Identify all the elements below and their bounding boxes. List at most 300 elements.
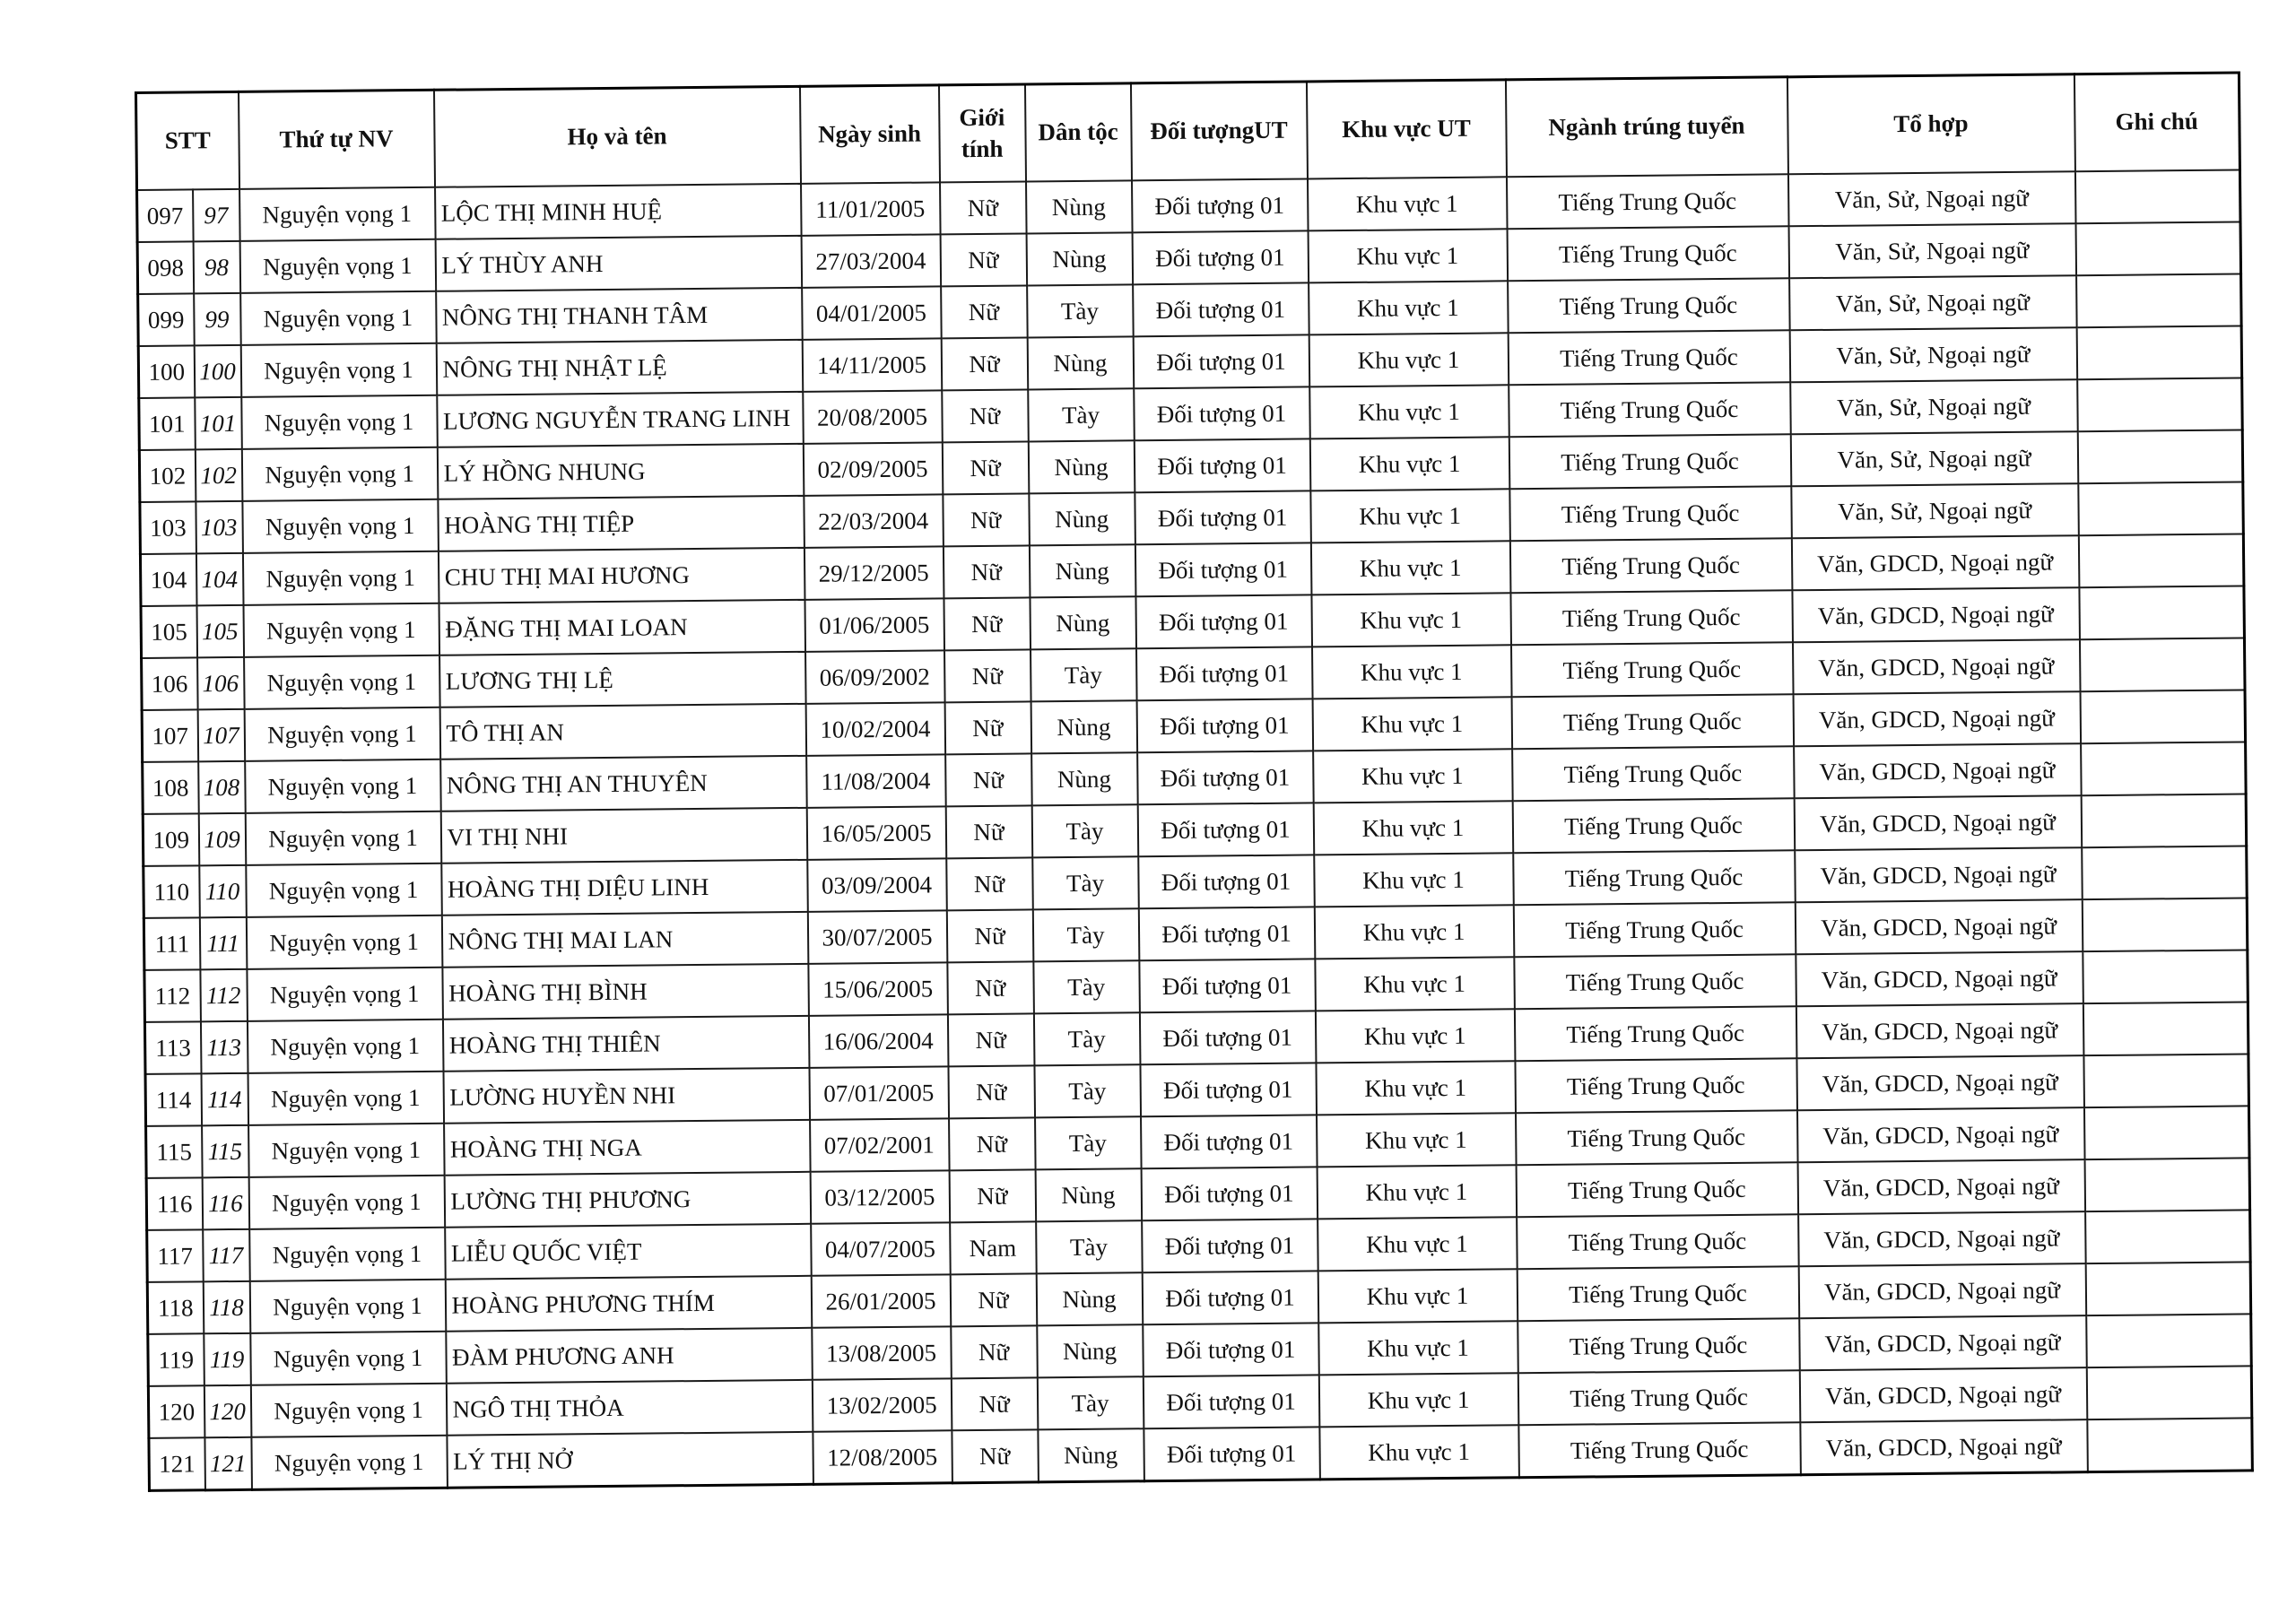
cell-doi-tuong-ut: Đối tượng 01 (1132, 230, 1309, 284)
cell-nganh-trung-tuyen: Tiếng Trung Quốc (1517, 1214, 1799, 1269)
cell-stt: 121 (149, 1437, 205, 1490)
cell-stt: 099 (138, 293, 195, 346)
cell-khu-vuc-ut: Khu vực 1 (1309, 437, 1509, 490)
cell-stt-sub: 120 (204, 1385, 251, 1437)
cell-stt: 098 (137, 241, 194, 294)
cell-ho-va-ten: LÝ HỒNG NHUNG (437, 444, 804, 499)
cell-ngay-sinh: 02/09/2005 (803, 442, 943, 495)
cell-thu-tu-nv: Nguyện vọng 1 (247, 968, 443, 1021)
cell-ho-va-ten: LƯỜNG THỊ PHƯƠNG (444, 1172, 811, 1228)
header-ghi-chu: Ghi chú (2074, 73, 2239, 171)
cell-khu-vuc-ut: Khu vực 1 (1317, 1165, 1517, 1219)
cell-to-hop: Văn, Sử, Ngoại ngữ (1791, 483, 2079, 538)
cell-khu-vuc-ut: Khu vực 1 (1309, 385, 1509, 438)
cell-ghi-chu (2080, 690, 2246, 743)
cell-ghi-chu (2076, 325, 2242, 379)
cell-dan-toc: Nùng (1027, 336, 1134, 389)
cell-dan-toc: Nùng (1035, 1168, 1142, 1221)
cell-thu-tu-nv: Nguyện vọng 1 (242, 499, 439, 553)
cell-ghi-chu (2081, 742, 2247, 795)
cell-dan-toc: Nùng (1036, 1272, 1143, 1325)
cell-stt-sub: 106 (197, 657, 245, 709)
cell-khu-vuc-ut: Khu vực 1 (1308, 229, 1508, 282)
cell-gioi-tinh: Nữ (952, 1429, 1039, 1482)
cell-ho-va-ten: TÔ THỊ AN (439, 704, 806, 759)
cell-gioi-tinh: Nữ (947, 961, 1034, 1014)
cell-nganh-trung-tuyen: Tiếng Trung Quốc (1518, 1370, 1800, 1425)
cell-ho-va-ten: NÔNG THỊ NHẬT LỆ (436, 340, 803, 395)
cell-gioi-tinh: Nữ (950, 1273, 1037, 1326)
cell-ghi-chu (2081, 794, 2247, 847)
cell-to-hop: Văn, Sử, Ngoại ngữ (1789, 327, 2077, 382)
cell-dan-toc: Nùng (1037, 1324, 1144, 1377)
cell-thu-tu-nv: Nguyện vọng 1 (251, 1436, 448, 1490)
cell-to-hop: Văn, GDCD, Ngoại ngữ (1795, 899, 2083, 954)
cell-ghi-chu (2085, 1210, 2251, 1263)
cell-dan-toc: Nùng (1028, 440, 1135, 493)
cell-dan-toc: Tày (1034, 1064, 1141, 1117)
cell-ngay-sinh: 04/07/2005 (811, 1222, 951, 1275)
cell-ghi-chu (2083, 1054, 2249, 1107)
header-ho-va-ten: Họ và tên (434, 86, 801, 187)
cell-khu-vuc-ut: Khu vực 1 (1318, 1269, 1518, 1323)
cell-doi-tuong-ut: Đối tượng 01 (1141, 1115, 1318, 1168)
cell-dan-toc: Nùng (1030, 596, 1136, 649)
cell-stt: 115 (146, 1125, 203, 1178)
cell-ghi-chu (2082, 898, 2248, 951)
cell-khu-vuc-ut: Khu vực 1 (1316, 1061, 1516, 1115)
cell-nganh-trung-tuyen: Tiếng Trung Quốc (1518, 1318, 1800, 1373)
cell-gioi-tinh: Nam (950, 1221, 1037, 1274)
cell-doi-tuong-ut: Đối tượng 01 (1134, 438, 1310, 492)
cell-nganh-trung-tuyen: Tiếng Trung Quốc (1510, 590, 1793, 645)
cell-thu-tu-nv: Nguyện vọng 1 (241, 395, 438, 449)
cell-khu-vuc-ut: Khu vực 1 (1308, 177, 1508, 230)
cell-nganh-trung-tuyen: Tiếng Trung Quốc (1508, 330, 1790, 385)
header-khu-vuc-ut: Khu vực UT (1306, 80, 1506, 179)
cell-doi-tuong-ut: Đối tượng 01 (1135, 595, 1312, 648)
cell-thu-tu-nv: Nguyện vọng 1 (245, 812, 441, 865)
cell-ngay-sinh: 16/06/2004 (808, 1014, 948, 1067)
cell-to-hop: Văn, Sử, Ngoại ngữ (1787, 171, 2075, 226)
cell-stt-sub: 107 (197, 709, 245, 761)
cell-dan-toc: Nùng (1029, 544, 1135, 597)
cell-dan-toc: Tày (1031, 648, 1137, 701)
cell-khu-vuc-ut: Khu vực 1 (1311, 593, 1511, 647)
cell-nganh-trung-tuyen: Tiếng Trung Quốc (1509, 382, 1791, 437)
cell-ngay-sinh: 07/01/2005 (809, 1066, 949, 1119)
cell-stt-sub: 116 (202, 1177, 249, 1229)
cell-gioi-tinh: Nữ (943, 493, 1030, 546)
cell-gioi-tinh: Nữ (943, 545, 1030, 598)
cell-to-hop: Văn, GDCD, Ngoại ngữ (1794, 743, 2082, 798)
cell-to-hop: Văn, Sử, Ngoại ngữ (1788, 223, 2076, 278)
cell-doi-tuong-ut: Đối tượng 01 (1134, 386, 1310, 440)
cell-to-hop: Văn, GDCD, Ngoại ngữ (1792, 587, 2080, 642)
cell-stt-sub: 102 (195, 449, 242, 501)
cell-ngay-sinh: 12/08/2005 (813, 1430, 952, 1484)
cell-stt: 119 (148, 1333, 204, 1386)
cell-doi-tuong-ut: Đối tượng 01 (1143, 1375, 1319, 1428)
cell-ghi-chu (2083, 950, 2248, 1003)
cell-thu-tu-nv: Nguyện vọng 1 (250, 1384, 447, 1437)
cell-khu-vuc-ut: Khu vực 1 (1312, 697, 1512, 751)
cell-khu-vuc-ut: Khu vực 1 (1313, 801, 1513, 855)
cell-ngay-sinh: 11/08/2004 (806, 754, 946, 807)
cell-stt-sub: 108 (198, 761, 246, 813)
cell-stt-sub: 104 (196, 553, 243, 605)
cell-ho-va-ten: LÝ THỊ NỞ (447, 1432, 813, 1488)
cell-nganh-trung-tuyen: Tiếng Trung Quốc (1513, 850, 1796, 905)
cell-ngay-sinh: 04/01/2005 (802, 286, 942, 339)
cell-gioi-tinh: Nữ (940, 181, 1027, 234)
cell-nganh-trung-tuyen: Tiếng Trung Quốc (1517, 1266, 1799, 1321)
cell-ngay-sinh: 06/09/2002 (805, 650, 945, 703)
cell-thu-tu-nv: Nguyện vọng 1 (247, 1020, 443, 1073)
cell-ghi-chu (2085, 1262, 2251, 1315)
cell-thu-tu-nv: Nguyện vọng 1 (246, 864, 442, 917)
cell-stt-sub: 109 (198, 813, 246, 865)
cell-ho-va-ten: NÔNG THỊ THANH TÂM (436, 288, 803, 343)
cell-stt-sub: 105 (196, 605, 244, 657)
cell-ngay-sinh: 03/12/2005 (810, 1170, 950, 1223)
cell-ho-va-ten: LƯƠNG NGUYỄN TRANG LINH (437, 392, 804, 447)
cell-dan-toc: Tày (1032, 908, 1139, 961)
cell-khu-vuc-ut: Khu vực 1 (1317, 1113, 1517, 1167)
cell-ghi-chu (2077, 430, 2243, 483)
cell-dan-toc: Nùng (1031, 752, 1138, 805)
header-to-hop: Tổ hợp (1787, 74, 2074, 175)
cell-doi-tuong-ut: Đối tượng 01 (1138, 907, 1315, 960)
cell-ngay-sinh: 13/02/2005 (812, 1378, 952, 1431)
cell-gioi-tinh: Nữ (946, 909, 1033, 962)
cell-nganh-trung-tuyen: Tiếng Trung Quốc (1514, 1006, 1796, 1061)
cell-ho-va-ten: NGÔ THỊ THỎA (446, 1380, 813, 1436)
header-thu-tu-nv: Thứ tự NV (239, 90, 435, 189)
cell-ngay-sinh: 29/12/2005 (804, 546, 944, 599)
cell-gioi-tinh: Nữ (951, 1325, 1038, 1378)
cell-nganh-trung-tuyen: Tiếng Trung Quốc (1512, 746, 1795, 801)
cell-thu-tu-nv: Nguyện vọng 1 (243, 603, 439, 657)
cell-stt: 104 (140, 553, 196, 606)
cell-gioi-tinh: Nữ (942, 441, 1029, 494)
cell-khu-vuc-ut: Khu vực 1 (1309, 333, 1509, 386)
cell-to-hop: Văn, GDCD, Ngoại ngữ (1796, 1003, 2083, 1058)
cell-ghi-chu (2083, 1106, 2249, 1159)
cell-ngay-sinh: 03/09/2004 (807, 858, 947, 911)
cell-stt-sub: 118 (203, 1281, 250, 1333)
cell-gioi-tinh: Nữ (949, 1169, 1036, 1222)
cell-ngay-sinh: 15/06/2005 (808, 962, 948, 1015)
cell-khu-vuc-ut: Khu vực 1 (1313, 749, 1513, 803)
cell-ho-va-ten: HOÀNG THỊ DIỆU LINH (441, 860, 808, 916)
cell-doi-tuong-ut: Đối tượng 01 (1141, 1167, 1318, 1220)
cell-stt-sub: 119 (204, 1333, 251, 1385)
cell-doi-tuong-ut: Đối tượng 01 (1144, 1427, 1320, 1480)
cell-gioi-tinh: Nữ (948, 1065, 1035, 1118)
cell-ho-va-ten: HOÀNG THỊ THIÊN (442, 1016, 809, 1072)
cell-to-hop: Văn, GDCD, Ngoại ngữ (1795, 847, 2083, 902)
cell-ngay-sinh: 13/08/2005 (812, 1326, 952, 1379)
cell-ghi-chu (2083, 1002, 2248, 1055)
cell-ho-va-ten: HOÀNG PHƯƠNG THÍM (445, 1276, 812, 1332)
cell-stt: 106 (142, 657, 198, 710)
cell-stt: 114 (145, 1073, 202, 1126)
cell-thu-tu-nv: Nguyện vọng 1 (244, 707, 440, 761)
header-ngay-sinh: Ngày sinh (799, 85, 939, 184)
cell-dan-toc: Tày (1036, 1220, 1143, 1273)
cell-ghi-chu (2077, 378, 2243, 431)
cell-dan-toc: Tày (1028, 388, 1135, 441)
cell-stt-sub: 101 (195, 397, 242, 449)
cell-khu-vuc-ut: Khu vực 1 (1310, 541, 1510, 595)
cell-ho-va-ten: VI THỊ NHI (440, 808, 807, 864)
cell-to-hop: Văn, GDCD, Ngoại ngữ (1798, 1263, 2086, 1318)
cell-ngay-sinh: 30/07/2005 (807, 910, 947, 963)
cell-nganh-trung-tuyen: Tiếng Trung Quốc (1518, 1422, 1801, 1478)
cell-ghi-chu (2074, 169, 2240, 223)
cell-stt: 103 (140, 501, 196, 554)
cell-nganh-trung-tuyen: Tiếng Trung Quốc (1516, 1162, 1798, 1217)
cell-thu-tu-nv: Nguyện vọng 1 (240, 291, 437, 345)
cell-ngay-sinh: 01/06/2005 (804, 598, 944, 651)
cell-gioi-tinh: Nữ (946, 857, 1033, 910)
cell-to-hop: Văn, GDCD, Ngoại ngữ (1791, 535, 2079, 590)
cell-dan-toc: Tày (1033, 960, 1140, 1013)
cell-ho-va-ten: NÔNG THỊ AN THUYÊN (440, 756, 807, 812)
cell-khu-vuc-ut: Khu vực 1 (1314, 905, 1514, 959)
cell-to-hop: Văn, Sử, Ngoại ngữ (1789, 275, 2077, 330)
cell-dan-toc: Tày (1031, 804, 1138, 857)
cell-khu-vuc-ut: Khu vực 1 (1310, 489, 1510, 542)
cell-stt: 100 (138, 345, 195, 398)
cell-stt-sub: 113 (200, 1021, 248, 1073)
cell-stt: 097 (137, 189, 194, 242)
cell-ngay-sinh: 20/08/2005 (803, 390, 943, 443)
cell-thu-tu-nv: Nguyện vọng 1 (249, 1280, 446, 1333)
header-doi-tuong-ut: Đối tượngUT (1130, 82, 1307, 180)
cell-stt: 110 (144, 865, 200, 918)
cell-dan-toc: Tày (1027, 284, 1134, 337)
cell-dan-toc: Tày (1032, 856, 1139, 909)
header-gioi-tinh: Giới tính (938, 84, 1025, 182)
cell-ngay-sinh: 26/01/2005 (811, 1274, 951, 1327)
header-dan-toc: Dân tộc (1024, 83, 1131, 182)
cell-stt: 111 (144, 917, 200, 970)
cell-to-hop: Văn, Sử, Ngoại ngữ (1790, 431, 2078, 486)
cell-nganh-trung-tuyen: Tiếng Trung Quốc (1509, 538, 1792, 593)
cell-gioi-tinh: Nữ (947, 1013, 1034, 1066)
cell-ghi-chu (2079, 586, 2245, 639)
cell-ghi-chu (2078, 534, 2244, 587)
cell-ho-va-ten: LÝ THÙY ANH (435, 236, 802, 291)
cell-doi-tuong-ut: Đối tượng 01 (1138, 855, 1315, 908)
cell-doi-tuong-ut: Đối tượng 01 (1140, 1063, 1317, 1116)
cell-ho-va-ten: LƯƠNG THỊ LỆ (439, 652, 806, 707)
cell-thu-tu-nv: Nguyện vọng 1 (240, 343, 437, 397)
cell-stt-sub: 117 (203, 1229, 250, 1281)
cell-doi-tuong-ut: Đối tượng 01 (1137, 751, 1314, 804)
cell-doi-tuong-ut: Đối tượng 01 (1135, 542, 1311, 596)
cell-ghi-chu (2079, 638, 2245, 691)
cell-to-hop: Văn, GDCD, Ngoại ngữ (1797, 1107, 2085, 1162)
cell-to-hop: Văn, GDCD, Ngoại ngữ (1796, 951, 2083, 1006)
cell-ngay-sinh: 07/02/2001 (810, 1118, 950, 1171)
cell-thu-tu-nv: Nguyện vọng 1 (249, 1228, 446, 1281)
cell-nganh-trung-tuyen: Tiếng Trung Quốc (1513, 902, 1796, 957)
cell-ho-va-ten: LIỄU QUỐC VIỆT (445, 1224, 812, 1280)
cell-khu-vuc-ut: Khu vực 1 (1309, 281, 1509, 334)
cell-to-hop: Văn, GDCD, Ngoại ngữ (1796, 1055, 2084, 1110)
cell-stt: 117 (147, 1229, 204, 1282)
cell-to-hop: Văn, GDCD, Ngoại ngữ (1800, 1419, 2088, 1475)
cell-stt-sub: 112 (200, 969, 248, 1021)
cell-ho-va-ten: LỘC THỊ MINH HUỆ (435, 184, 802, 239)
cell-stt: 112 (144, 969, 201, 1022)
cell-thu-tu-nv: Nguyện vọng 1 (239, 239, 436, 293)
cell-ngay-sinh: 16/05/2005 (806, 806, 946, 859)
cell-ngay-sinh: 14/11/2005 (802, 338, 942, 391)
cell-ghi-chu (2076, 273, 2242, 327)
cell-gioi-tinh: Nữ (949, 1117, 1036, 1170)
cell-ho-va-ten: HOÀNG THỊ NGA (444, 1120, 811, 1176)
table-body (137, 169, 2253, 1490)
cell-dan-toc: Nùng (1038, 1428, 1144, 1482)
cell-stt-sub: 111 (199, 917, 247, 969)
cell-ghi-chu (2082, 846, 2248, 899)
cell-gioi-tinh: Nữ (951, 1377, 1038, 1430)
cell-ngay-sinh: 10/02/2004 (805, 702, 945, 755)
cell-doi-tuong-ut: Đối tượng 01 (1132, 178, 1309, 232)
cell-dan-toc: Tày (1037, 1376, 1144, 1429)
cell-to-hop: Văn, GDCD, Ngoại ngữ (1792, 639, 2080, 694)
cell-nganh-trung-tuyen: Tiếng Trung Quốc (1511, 694, 1794, 749)
cell-gioi-tinh: Nữ (941, 285, 1028, 338)
cell-thu-tu-nv: Nguyện vọng 1 (245, 759, 441, 813)
cell-stt-sub: 99 (194, 293, 241, 345)
cell-gioi-tinh: Nữ (941, 337, 1028, 390)
cell-stt: 109 (143, 813, 199, 866)
cell-stt: 101 (139, 397, 196, 450)
cell-ho-va-ten: HOÀNG THỊ TIỆP (438, 496, 804, 551)
cell-dan-toc: Nùng (1029, 492, 1135, 545)
cell-stt: 102 (139, 449, 196, 502)
cell-doi-tuong-ut: Đối tượng 01 (1143, 1323, 1319, 1376)
cell-nganh-trung-tuyen: Tiếng Trung Quốc (1507, 174, 1789, 229)
admission-table (135, 71, 2254, 1491)
cell-thu-tu-nv: Nguyện vọng 1 (239, 187, 436, 241)
cell-doi-tuong-ut: Đối tượng 01 (1142, 1219, 1318, 1272)
cell-stt-sub: 100 (194, 345, 241, 397)
cell-khu-vuc-ut: Khu vực 1 (1315, 1009, 1515, 1063)
cell-doi-tuong-ut: Đối tượng 01 (1139, 1011, 1316, 1064)
header-stt: STT (136, 91, 239, 190)
cell-ghi-chu (2086, 1314, 2252, 1367)
cell-thu-tu-nv: Nguyện vọng 1 (246, 916, 442, 969)
cell-ho-va-ten: NÔNG THỊ MAI LAN (441, 912, 808, 968)
cell-dan-toc: Tày (1033, 1012, 1140, 1065)
cell-stt: 107 (142, 709, 198, 762)
cell-nganh-trung-tuyen: Tiếng Trung Quốc (1509, 434, 1791, 489)
cell-doi-tuong-ut: Đối tượng 01 (1142, 1271, 1318, 1324)
cell-thu-tu-nv: Nguyện vọng 1 (248, 1124, 445, 1177)
cell-to-hop: Văn, GDCD, Ngoại ngữ (1799, 1315, 2087, 1370)
cell-nganh-trung-tuyen: Tiếng Trung Quốc (1507, 226, 1789, 281)
cell-ghi-chu (2075, 221, 2241, 275)
cell-doi-tuong-ut: Đối tượng 01 (1135, 490, 1311, 544)
cell-gioi-tinh: Nữ (945, 753, 1032, 806)
cell-dan-toc: Nùng (1031, 700, 1137, 753)
cell-ho-va-ten: LƯỜNG HUYỀN NHI (443, 1068, 810, 1124)
cell-gioi-tinh: Nữ (944, 597, 1031, 650)
cell-stt-sub: 121 (204, 1437, 252, 1490)
cell-stt-sub: 98 (193, 241, 240, 293)
cell-doi-tuong-ut: Đối tượng 01 (1136, 647, 1313, 700)
cell-to-hop: Văn, GDCD, Ngoại ngữ (1794, 795, 2082, 850)
cell-to-hop: Văn, GDCD, Ngoại ngữ (1793, 691, 2081, 746)
cell-doi-tuong-ut: Đối tượng 01 (1139, 959, 1316, 1012)
cell-ghi-chu (2078, 482, 2244, 535)
cell-khu-vuc-ut: Khu vực 1 (1318, 1373, 1518, 1427)
cell-dan-toc: Nùng (1026, 180, 1133, 233)
cell-gioi-tinh: Nữ (942, 389, 1029, 442)
cell-gioi-tinh: Nữ (944, 701, 1031, 754)
cell-nganh-trung-tuyen: Tiếng Trung Quốc (1509, 486, 1792, 541)
cell-stt: 118 (147, 1281, 204, 1334)
header-nganh-trung-tuyen: Ngành trúng tuyển (1505, 77, 1787, 178)
cell-stt-sub: 115 (202, 1125, 249, 1177)
cell-ho-va-ten: HOÀNG THỊ BÌNH (442, 964, 809, 1020)
cell-stt-sub: 110 (199, 865, 247, 917)
cell-gioi-tinh: Nữ (944, 649, 1031, 702)
cell-stt: 105 (141, 605, 197, 658)
cell-gioi-tinh: Nữ (940, 233, 1027, 286)
cell-ho-va-ten: CHU THỊ MAI HƯƠNG (438, 548, 804, 603)
cell-ngay-sinh: 27/03/2004 (801, 234, 941, 287)
cell-thu-tu-nv: Nguyện vọng 1 (242, 551, 439, 605)
cell-ghi-chu (2084, 1158, 2250, 1211)
cell-ghi-chu (2087, 1418, 2253, 1471)
cell-stt-sub: 97 (193, 189, 240, 241)
cell-ho-va-ten: ĐÀM PHƯƠNG ANH (446, 1328, 813, 1384)
cell-gioi-tinh: Nữ (945, 805, 1032, 858)
cell-stt-sub: 114 (201, 1073, 248, 1125)
cell-thu-tu-nv: Nguyện vọng 1 (250, 1332, 447, 1385)
cell-thu-tu-nv: Nguyện vọng 1 (244, 655, 440, 709)
admission-list-sheet (135, 71, 2251, 1491)
cell-nganh-trung-tuyen: Tiếng Trung Quốc (1516, 1110, 1798, 1165)
cell-thu-tu-nv: Nguyện vọng 1 (248, 1176, 445, 1229)
cell-doi-tuong-ut: Đối tượng 01 (1133, 282, 1309, 336)
cell-khu-vuc-ut: Khu vực 1 (1315, 957, 1515, 1011)
cell-khu-vuc-ut: Khu vực 1 (1319, 1425, 1519, 1480)
cell-doi-tuong-ut: Đối tượng 01 (1133, 334, 1309, 388)
cell-ngay-sinh: 11/01/2005 (801, 182, 941, 235)
cell-stt: 116 (146, 1177, 203, 1230)
cell-ho-va-ten: ĐẶNG THỊ MAI LOAN (439, 600, 805, 655)
cell-nganh-trung-tuyen: Tiếng Trung Quốc (1514, 954, 1796, 1009)
cell-khu-vuc-ut: Khu vực 1 (1318, 1321, 1518, 1375)
cell-khu-vuc-ut: Khu vực 1 (1312, 645, 1512, 699)
cell-thu-tu-nv: Nguyện vọng 1 (248, 1072, 444, 1125)
cell-nganh-trung-tuyen: Tiếng Trung Quốc (1508, 278, 1790, 333)
cell-stt-sub: 103 (196, 501, 243, 553)
cell-doi-tuong-ut: Đối tượng 01 (1137, 803, 1314, 856)
cell-dan-toc: Nùng (1026, 232, 1133, 285)
cell-stt: 120 (148, 1385, 204, 1438)
cell-ghi-chu (2086, 1366, 2252, 1419)
cell-ngay-sinh: 22/03/2004 (804, 494, 944, 547)
